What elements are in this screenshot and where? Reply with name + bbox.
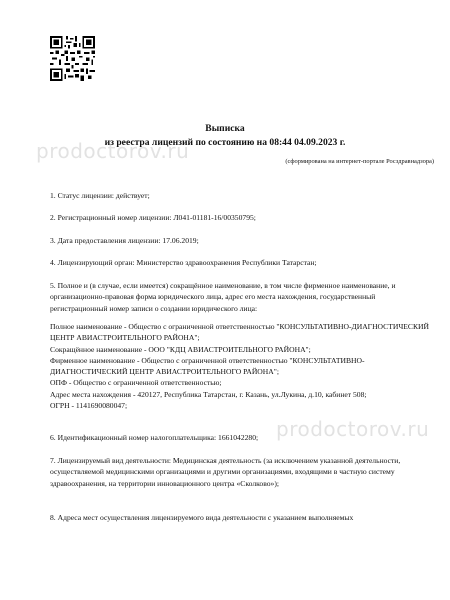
item-status: 1. Статус лицензии: действует; [50, 191, 150, 200]
item-reg-number: 2. Регистрационный номер лицензии: Л041-01181-16/00350795; [50, 213, 256, 222]
item-date: 3. Дата предоставления лицензии: 17.06.2019; [50, 236, 199, 245]
item-addresses: 8. Адреса мест осуществления лицензируемого вида деятельности с указанием выполняемых [50, 513, 354, 522]
watermark: prodoctorov.ru [36, 139, 190, 163]
org-short-name: Сокращённое наименование - ООО "КДЦ АВИАСТРОИТЕЛЬНОГО РАЙОНА"; [50, 344, 311, 354]
formed-note: (сформирована на интернет-портале Росздравнадзора) [285, 158, 434, 165]
item-inn: 6. Идентификационный номер налогоплательщика: 1661042280; [50, 433, 259, 442]
org-full-name: Полное наименование - Общество с ограниченной ответственностью "КОНСУЛЬТАТИВНО-ДИАГНОСТИЧЕСКИЙ ЦЕНТР АВИАСТРОИТЕЛЬНОГО РАЙОНА"; [50, 322, 429, 343]
org-details [50, 321, 430, 411]
document-subtitle: из реестра лицензий по состоянию на 08:44 04.09.2023 г. [104, 137, 346, 148]
org-brand-name: Фирменное наименование - Общество с ограниченной ответственностью "КОНСУЛЬТАТИВНО-ДИАГНОСТИЧЕСКИЙ ЦЕНТР АВИАСТРОИТЕЛЬНОГО РАЙОНА"; [50, 355, 365, 377]
org-address: Адрес места нахождения - 420127, Республика Татарстан, г. Казань, ул.Лукина, д.10, кабинет 508; [50, 389, 367, 399]
org-ogrn: ОГРН - 1141690080047; [50, 401, 128, 411]
watermark: prodoctorov.ru [276, 417, 430, 441]
qr-code-icon [50, 36, 95, 81]
item-name-heading: 5. Полное и (в случае, если имеется) сокращённое наименование, в том числе фирменное наименование, и организационно-правовая форма юридического лица, адрес его места нахождения, государственный регистрационный номер записи о создании юридического лица: [50, 281, 396, 313]
item-licensing-body: 4. Лицензирующий орган: Министерство здравоохранения Республики Татарстан; [50, 258, 317, 267]
org-legal-form: ОПФ - Общество с ограниченной ответственностью; [50, 378, 222, 388]
item-activity: 7. Лицензируемый вид деятельности: Медицинская деятельность (за исключением указанной деятельности, осуществляемой медицинскими организациями и другими организациями, входящими в частную систему здравоохранения, на территории инновационного центра «Сколково»); [50, 456, 401, 488]
document-title: Выписка [205, 123, 245, 134]
